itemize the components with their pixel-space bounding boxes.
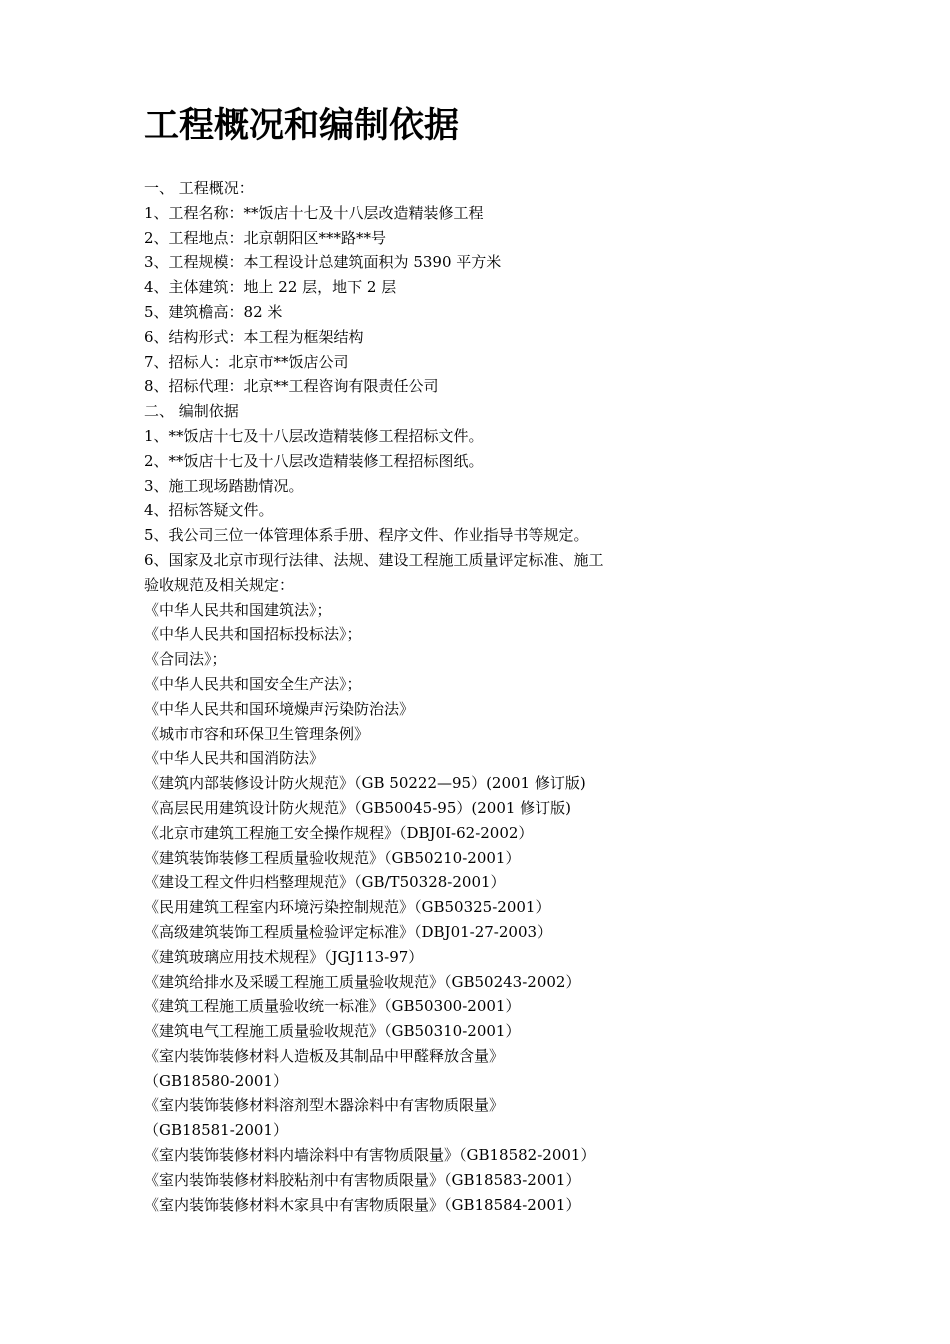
text-line: 6、结构形式：本工程为框架结构 — [144, 327, 364, 346]
text-line: 一、 工程概况： — [144, 179, 254, 197]
text-line: 6、国家及北京市现行法律、法规、建设工程施工质量评定标准、施工 — [144, 550, 604, 569]
text-line: 4、招标答疑文件。 — [144, 501, 274, 520]
text-line: 《建设工程文件归档整理规范》（GB/T50328-2001） — [144, 873, 506, 892]
text-line: （GB18581-2001） — [144, 1121, 288, 1140]
text-line: 《中华人民共和国建筑法》； — [144, 600, 332, 619]
text-line: 《建筑内部装修设计防火规范》（GB 50222—95）(2001 修订版) — [144, 774, 586, 793]
text-line: 2、工程地点：北京朝阳区***路**号 — [144, 228, 387, 247]
text-line: 1、工程名称：**饭店十七及十八层改造精装修工程 — [144, 203, 484, 222]
text-line: 5、我公司三位一体管理体系手册、程序文件、作业指导书等规定。 — [144, 526, 589, 545]
text-line: 验收规范及相关规定： — [144, 575, 295, 594]
document-body — [144, 176, 844, 1217]
text-line: 二、 编制依据 — [144, 402, 239, 421]
text-line: 《中华人民共和国消防法》 — [144, 749, 325, 768]
text-line: 《建筑玻璃应用技术规程》（JGJ113-97） — [144, 947, 424, 966]
document-title: 工程概况和编制依据 — [144, 106, 460, 146]
text-line: 《中华人民共和国招标投标法》； — [144, 625, 362, 644]
text-line: 《建筑给排水及采暖工程施工质量验收规范》（GB50243-2002） — [144, 972, 581, 991]
text-line: 《建筑电气工程施工质量验收规范》（GB50310-2001） — [144, 1022, 521, 1041]
text-line: 《北京市建筑工程施工安全操作规程》（DBJ0I-62-2002） — [144, 823, 534, 842]
document-page — [144, 100, 844, 1217]
text-line: 3、工程规模：本工程设计总建筑面积为 5390 平方米 — [144, 253, 502, 272]
text-line: 《室内装饰装修材料溶剂型木器涂料中有害物质限量》 — [144, 1096, 505, 1115]
text-line: 4、主体建筑：地上 22 层，地下 2 层 — [144, 278, 397, 297]
text-line: 《城市市容和环保卫生管理条例》 — [144, 724, 370, 743]
text-line: 2、**饭店十七及十八层改造精装修工程招标图纸。 — [144, 451, 484, 470]
text-line: 《中华人民共和国安全生产法》； — [144, 674, 362, 693]
text-line: 《民用建筑工程室内环境污染控制规范》（GB50325-2001） — [144, 898, 551, 917]
text-line: 3、施工现场踏勘情况。 — [144, 476, 304, 495]
text-line: 7、招标人：北京市**饭店公司 — [144, 352, 349, 371]
text-line: 《合同法》； — [144, 650, 227, 669]
text-line: 8、招标代理：北京**工程咨询有限责任公司 — [144, 377, 439, 396]
text-line: 《建筑工程施工质量验收统一标准》（GB50300-2001） — [144, 997, 521, 1016]
text-line: 《高层民用建筑设计防火规范》（GB50045-95）(2001 修订版) — [144, 798, 572, 817]
text-line: （GB18580-2001） — [144, 1071, 288, 1090]
text-line: 《室内装饰装修材料木家具中有害物质限量》（GB18584-2001） — [144, 1195, 581, 1214]
text-line: 《高级建筑装饰工程质量检验评定标准》（DBJ01-27-2003） — [144, 922, 553, 941]
text-line: 《室内装饰装修材料内墙涂料中有害物质限量》（GB18582-2001） — [144, 1146, 596, 1165]
text-line: 《建筑装饰装修工程质量验收规范》（GB50210-2001） — [144, 848, 521, 867]
text-line: 1、**饭店十七及十八层改造精装修工程招标文件。 — [144, 426, 484, 445]
text-line: 《中华人民共和国环境燥声污染防治法》 — [144, 699, 415, 718]
text-line: 5、建筑檐高：82 米 — [144, 302, 283, 321]
text-line: 《室内装饰装修材料人造板及其制品中甲醛释放含量》 — [144, 1046, 505, 1065]
text-line: 《室内装饰装修材料胶粘剂中有害物质限量》（GB18583-2001） — [144, 1170, 581, 1189]
